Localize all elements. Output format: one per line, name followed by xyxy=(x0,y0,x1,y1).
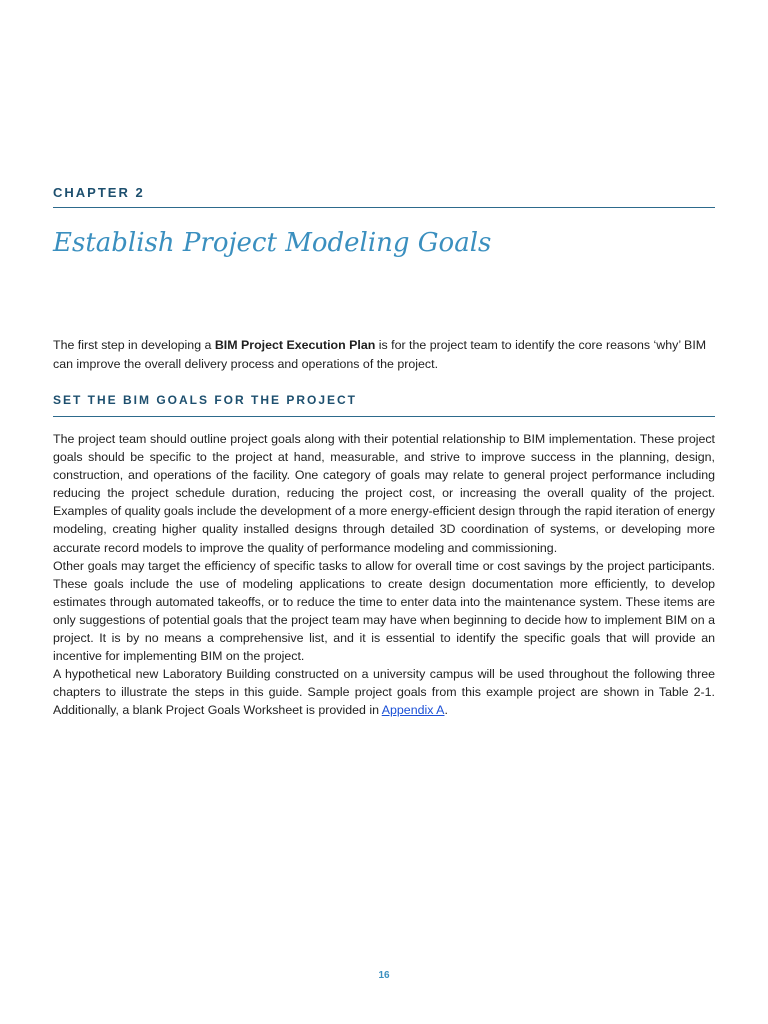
appendix-a-link[interactable]: Appendix A xyxy=(381,703,445,718)
page-number: 16 xyxy=(378,970,390,981)
intro-paragraph xyxy=(53,336,715,373)
intro-bold-term: BIM Project Execution Plan xyxy=(214,338,376,352)
intro-text-before: The first step in developing a xyxy=(53,338,215,352)
chapter-title: Establish Project Modeling Goals xyxy=(53,228,492,258)
chapter-label: CHAPTER 2 xyxy=(53,185,145,200)
chapter-divider xyxy=(53,207,715,208)
paragraph-3-text: A hypothetical new Laboratory Building constructed on a university campus will be used throughout the following three chapters to illustrate the steps in this guide. Sample project goals from this example project are shown in Table 2-1. Additionally, a blank Project Goals Worksheet is provided in xyxy=(53,667,715,718)
body-paragraph-3 xyxy=(53,665,715,719)
paragraph-3-end: . xyxy=(444,703,448,718)
section-divider xyxy=(53,416,715,417)
intro-text-after: is for the project team to identify the core reasons ‘why’ BIM can improve the overall delivery process and operations of the project. xyxy=(53,338,707,371)
body-paragraph-1: The project team should outline project goals along with their potential relationship to BIM implementation. These project goals should be specific to the project at hand, measurable, and strive to improve success in the planning, design, construction, and operations of the facility. One category of goals may relate to general project performance including reducing the project schedule duration, reducing the project cost, or increasing the overall quality of the project. Examples of quality goals include the development of a more energy-efficient design through the rapid iteration of energy modeling, creating higher quality installed designs through detailed 3D coordination of systems, or developing more accurate record models to improve the quality of performance modeling and commissioning. xyxy=(53,432,715,555)
section-heading: SET THE BIM GOALS FOR THE PROJECT xyxy=(53,393,358,407)
body-paragraph-2: Other goals may target the efficiency of specific tasks to allow for overall time or cost savings by the project participants. These goals include the use of modeling applications to create design documentation more efficiently, to develop estimates through automated takeoffs, or to reduce the time to enter data into the maintenance system. These items are only suggestions of potential goals that the project team may have when beginning to decide how to implement BIM on a project. It is by no means a comprehensive list, and it is essential to identify the specific goals that will provide an incentive for implementing BIM on the project. xyxy=(53,558,715,664)
section-body xyxy=(53,430,715,720)
